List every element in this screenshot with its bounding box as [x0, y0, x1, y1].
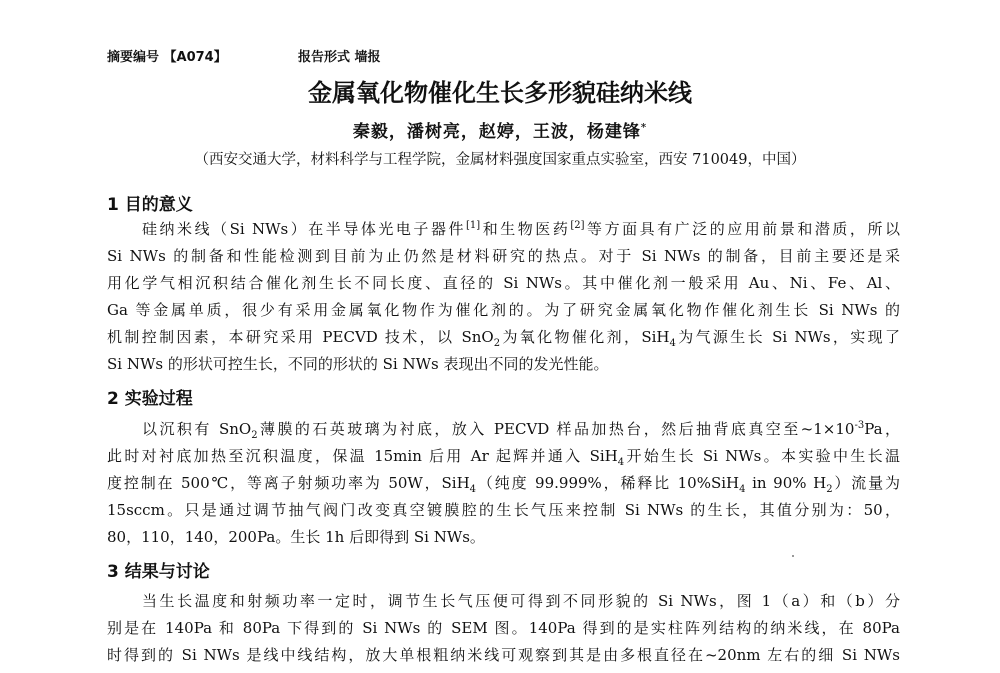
- text-run: 此时对衬底加热至沉积温度，保温 15min 后用 Ar 起辉并通入 SiH: [107, 447, 618, 465]
- subscript: 2: [493, 338, 501, 347]
- text-run: 为气源生长 Si NWs，实现了: [675, 328, 900, 346]
- citation-2[interactable]: [2]: [570, 220, 585, 231]
- section-heading-1: 1 目的意义: [107, 195, 193, 215]
- text-run: 硅纳米线（Si NWs）在半导体光电子器件: [142, 220, 467, 238]
- paper-title: 金属氧化物催化生长多形貌硅纳米线: [308, 79, 692, 107]
- abstract-number: 摘要编号 【A074】: [107, 50, 227, 65]
- p2-line-5: 80，110，140，200Pa。生长 1h 后即得到 Si NWs。: [107, 528, 485, 546]
- p1-line-3: 用化学气相沉积结合催化剂生长不同长度、直径的 Si NWs。其中催化剂一般采用 Au、Ni、Fe、Al、: [107, 274, 900, 292]
- text-run: 为氧化物催化剂，SiH: [500, 328, 670, 346]
- text-run: 等方面具有广泛的应用前景和潜质，所以: [584, 220, 900, 238]
- text-run: 度控制在 500℃，等离子射频功率为 50W，SiH: [107, 474, 470, 492]
- p3-line-3: 时得到的 Si NWs 是线中线结构，放大单根粗纳米线可观察到其是由多根直径在~20nm 左右的细 Si NWs: [107, 646, 900, 664]
- p2-line-1: [142, 418, 900, 439]
- p2-line-2: [107, 445, 900, 466]
- p1-line-5: [107, 326, 900, 347]
- text-run: 机制控制因素，本研究采用 PECVD 技术，以 SnO: [107, 328, 494, 346]
- corresponding-author-mark: *: [640, 122, 648, 134]
- p1-line-2: Si NWs 的制备和性能检测到目前为止仍然是材料研究的热点。对于 Si NWs 的制备，目前主要还是采: [107, 247, 900, 265]
- p1-line-4: Ga 等金属单质，很少有采用金属氧化物作为催化剂的。为了研究金属氧化物作催化剂生长 Si NWs 的: [107, 301, 900, 319]
- section-heading-3: 3 结果与讨论: [107, 562, 210, 582]
- p1-line-6: Si NWs 的形状可控生长，不同的形状的 Si NWs 表现出不同的发光性能。: [107, 355, 609, 373]
- text-run: ）流量为: [832, 474, 900, 492]
- p2-line-4: 15sccm。只是通过调节抽气阀门改变真空镀膜腔的生长气压来控制 Si NWs 的生长，其值分别为：50，: [107, 501, 900, 519]
- p2-line-3: [107, 472, 900, 493]
- text-run: Pa，: [864, 420, 900, 438]
- p1-line-1: [142, 218, 900, 239]
- subscript: 4: [669, 338, 676, 347]
- scan-speck: [792, 555, 794, 557]
- authors-text: 秦毅，潘树亮，赵婷，王波，杨建锋: [352, 122, 641, 142]
- text-run: 开始生长 Si NWs。本实验中生长温: [624, 447, 900, 465]
- subscript: 2: [251, 430, 258, 439]
- author-list: [0, 117, 1000, 142]
- superscript: -3: [854, 420, 865, 431]
- subscript: 2: [826, 484, 833, 493]
- p3-line-1: 当生长温度和射频功率一定时，调节生长气压便可得到不同形貌的 Si NWs，图 1（a）和（b）分: [142, 592, 900, 610]
- text-run: （纯度 99.999%，稀释比 10%SiH: [476, 474, 740, 492]
- p3-line-2: 别是在 140Pa 和 80Pa 下得到的 Si NWs 的 SEM 图。140Pa 得到的是实柱阵列结构的纳米线，在 80Pa: [107, 619, 900, 637]
- text-run: 和生物医药: [480, 220, 571, 238]
- text-run: 薄膜的石英玻璃为衬底，放入 PECVD 样品加热台，然后抽背底真空至~1×10: [257, 420, 855, 438]
- subscript: 4: [739, 484, 746, 493]
- section-heading-2: 2 实验过程: [107, 389, 193, 409]
- text-run: in 90% H: [745, 474, 827, 492]
- text-run: 以沉积有 SnO: [142, 420, 252, 438]
- citation-1[interactable]: [1]: [466, 220, 481, 231]
- report-type: 报告形式 墙报: [298, 50, 381, 65]
- subscript: 4: [469, 484, 477, 493]
- subscript: 4: [617, 457, 625, 466]
- affiliation: （西安交通大学，材料科学与工程学院，金属材料强度国家重点实验室，西安 710049，中国）: [194, 152, 806, 168]
